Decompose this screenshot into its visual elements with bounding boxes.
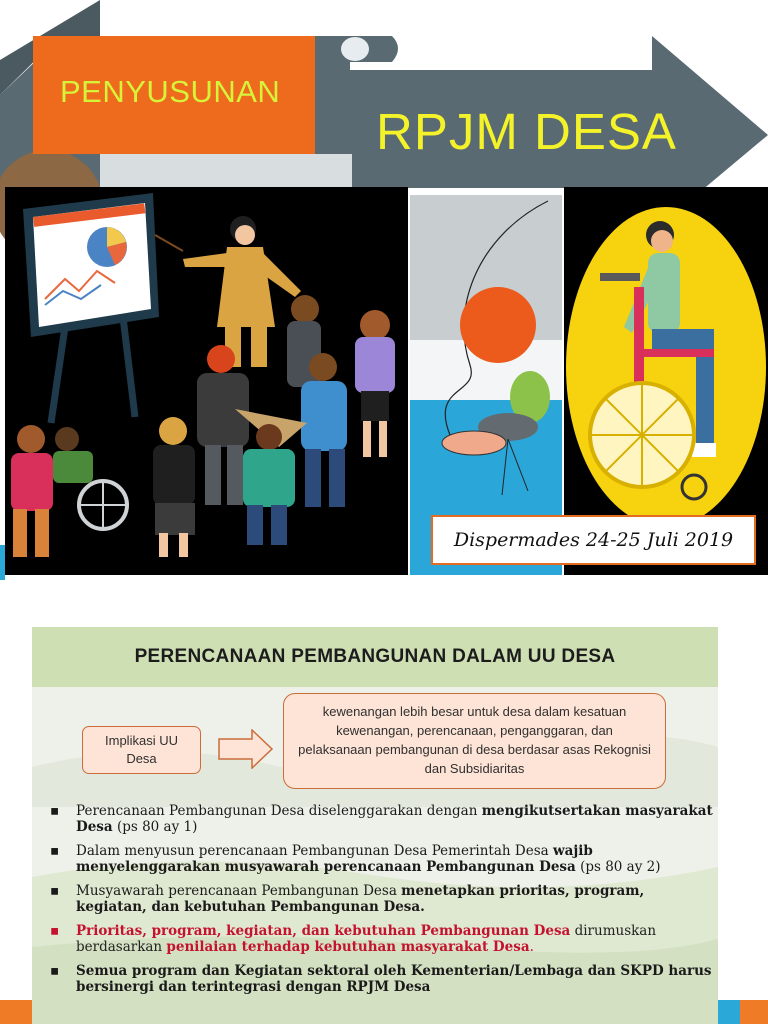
bullet-bold-text: mengikutsertakan masyarakat Desa xyxy=(76,803,713,835)
bottom-left-accent xyxy=(0,1000,32,1024)
easel-board-icon xyxy=(23,193,159,423)
date-caption-box xyxy=(431,515,756,565)
implikasi-label: Implikasi UU Desa xyxy=(105,732,178,766)
date-caption: Dispermades 24-25 Juli 2019 xyxy=(453,529,734,551)
bullet-text: Perencanaan Pembangunan Desa diselenggarakan dengan xyxy=(76,803,482,819)
bullet-bold-text-2: penilaian terhadap kebutuhan masyarakat Desa xyxy=(166,939,530,955)
bottom-right-accent-orange xyxy=(740,1000,768,1024)
bullet-marker: ▪ xyxy=(50,883,60,899)
title-penyusunan: PENYUSUNAN xyxy=(60,74,281,109)
bullet-text: Musyawarah perencanaan Pembangunan Desa xyxy=(76,883,402,899)
bullet-bold-text: wajib menyelenggarakan musyawarah perencanaan Pembangunan Desa xyxy=(76,843,593,875)
implikasi-box xyxy=(82,726,201,774)
title-rpjm-desa: RPJM DESA xyxy=(376,103,677,160)
kewenangan-text: kewenangan lebih besar untuk desa dalam kesatuan kewenangan, perencanaan, penganggaran, dan pelaksanaan pembangunan di desa berdasar asas Rekognisi dan Subsidiaritas xyxy=(298,704,651,776)
bullet-item xyxy=(48,803,716,835)
audience-presenter-graphic xyxy=(5,187,408,575)
content-slide xyxy=(32,627,718,1024)
bullet-marker: ▪ xyxy=(50,843,60,859)
bullet-item xyxy=(48,883,716,915)
bullet-marker: ▪ xyxy=(50,923,60,939)
bullet-bold-text: Semua program dan Kegiatan sektoral oleh Kementerian/Lembaga dan SKPD harus bersinergi dan terintegrasi dengan RPJM Desa xyxy=(76,963,712,995)
bullet-text-after: (ps 80 ay 2) xyxy=(575,859,661,875)
bullet-item xyxy=(48,843,716,875)
bullet-text-after: (ps 80 ay 1) xyxy=(112,819,198,835)
bullet-bold-text: Prioritas, program, kegiatan, dan kebutuhan Pembangunan Desa xyxy=(76,923,571,939)
slide2-title: PERENCANAAN PEMBANGUNAN DALAM UU DESA xyxy=(134,646,616,667)
presentation-illustration xyxy=(5,187,408,575)
bullet-list xyxy=(48,803,716,1003)
bullet-item-highlight xyxy=(48,923,716,955)
blue-edge-decoration xyxy=(0,545,5,580)
bullet-bold-text: menetapkan prioritas, program, kegiatan, dan kebutuhan Pembangunan Desa. xyxy=(76,883,645,915)
bullet-marker: ▪ xyxy=(50,963,60,979)
bullet-item xyxy=(48,963,716,995)
slide2-header xyxy=(32,627,718,687)
bullet-text: Dalam menyusun perencanaan Pembangunan Desa Pemerintah Desa xyxy=(76,843,553,859)
kewenangan-box xyxy=(283,693,666,789)
bullet-text-after: . xyxy=(529,939,534,955)
right-arrow-icon xyxy=(218,729,274,769)
presenter-figure xyxy=(155,216,301,367)
orange-lamp-icon xyxy=(460,287,536,363)
bullet-text: dirumuskan berdasarkan xyxy=(76,923,657,955)
bullet-marker: ▪ xyxy=(50,803,60,819)
audience-group xyxy=(11,295,395,557)
